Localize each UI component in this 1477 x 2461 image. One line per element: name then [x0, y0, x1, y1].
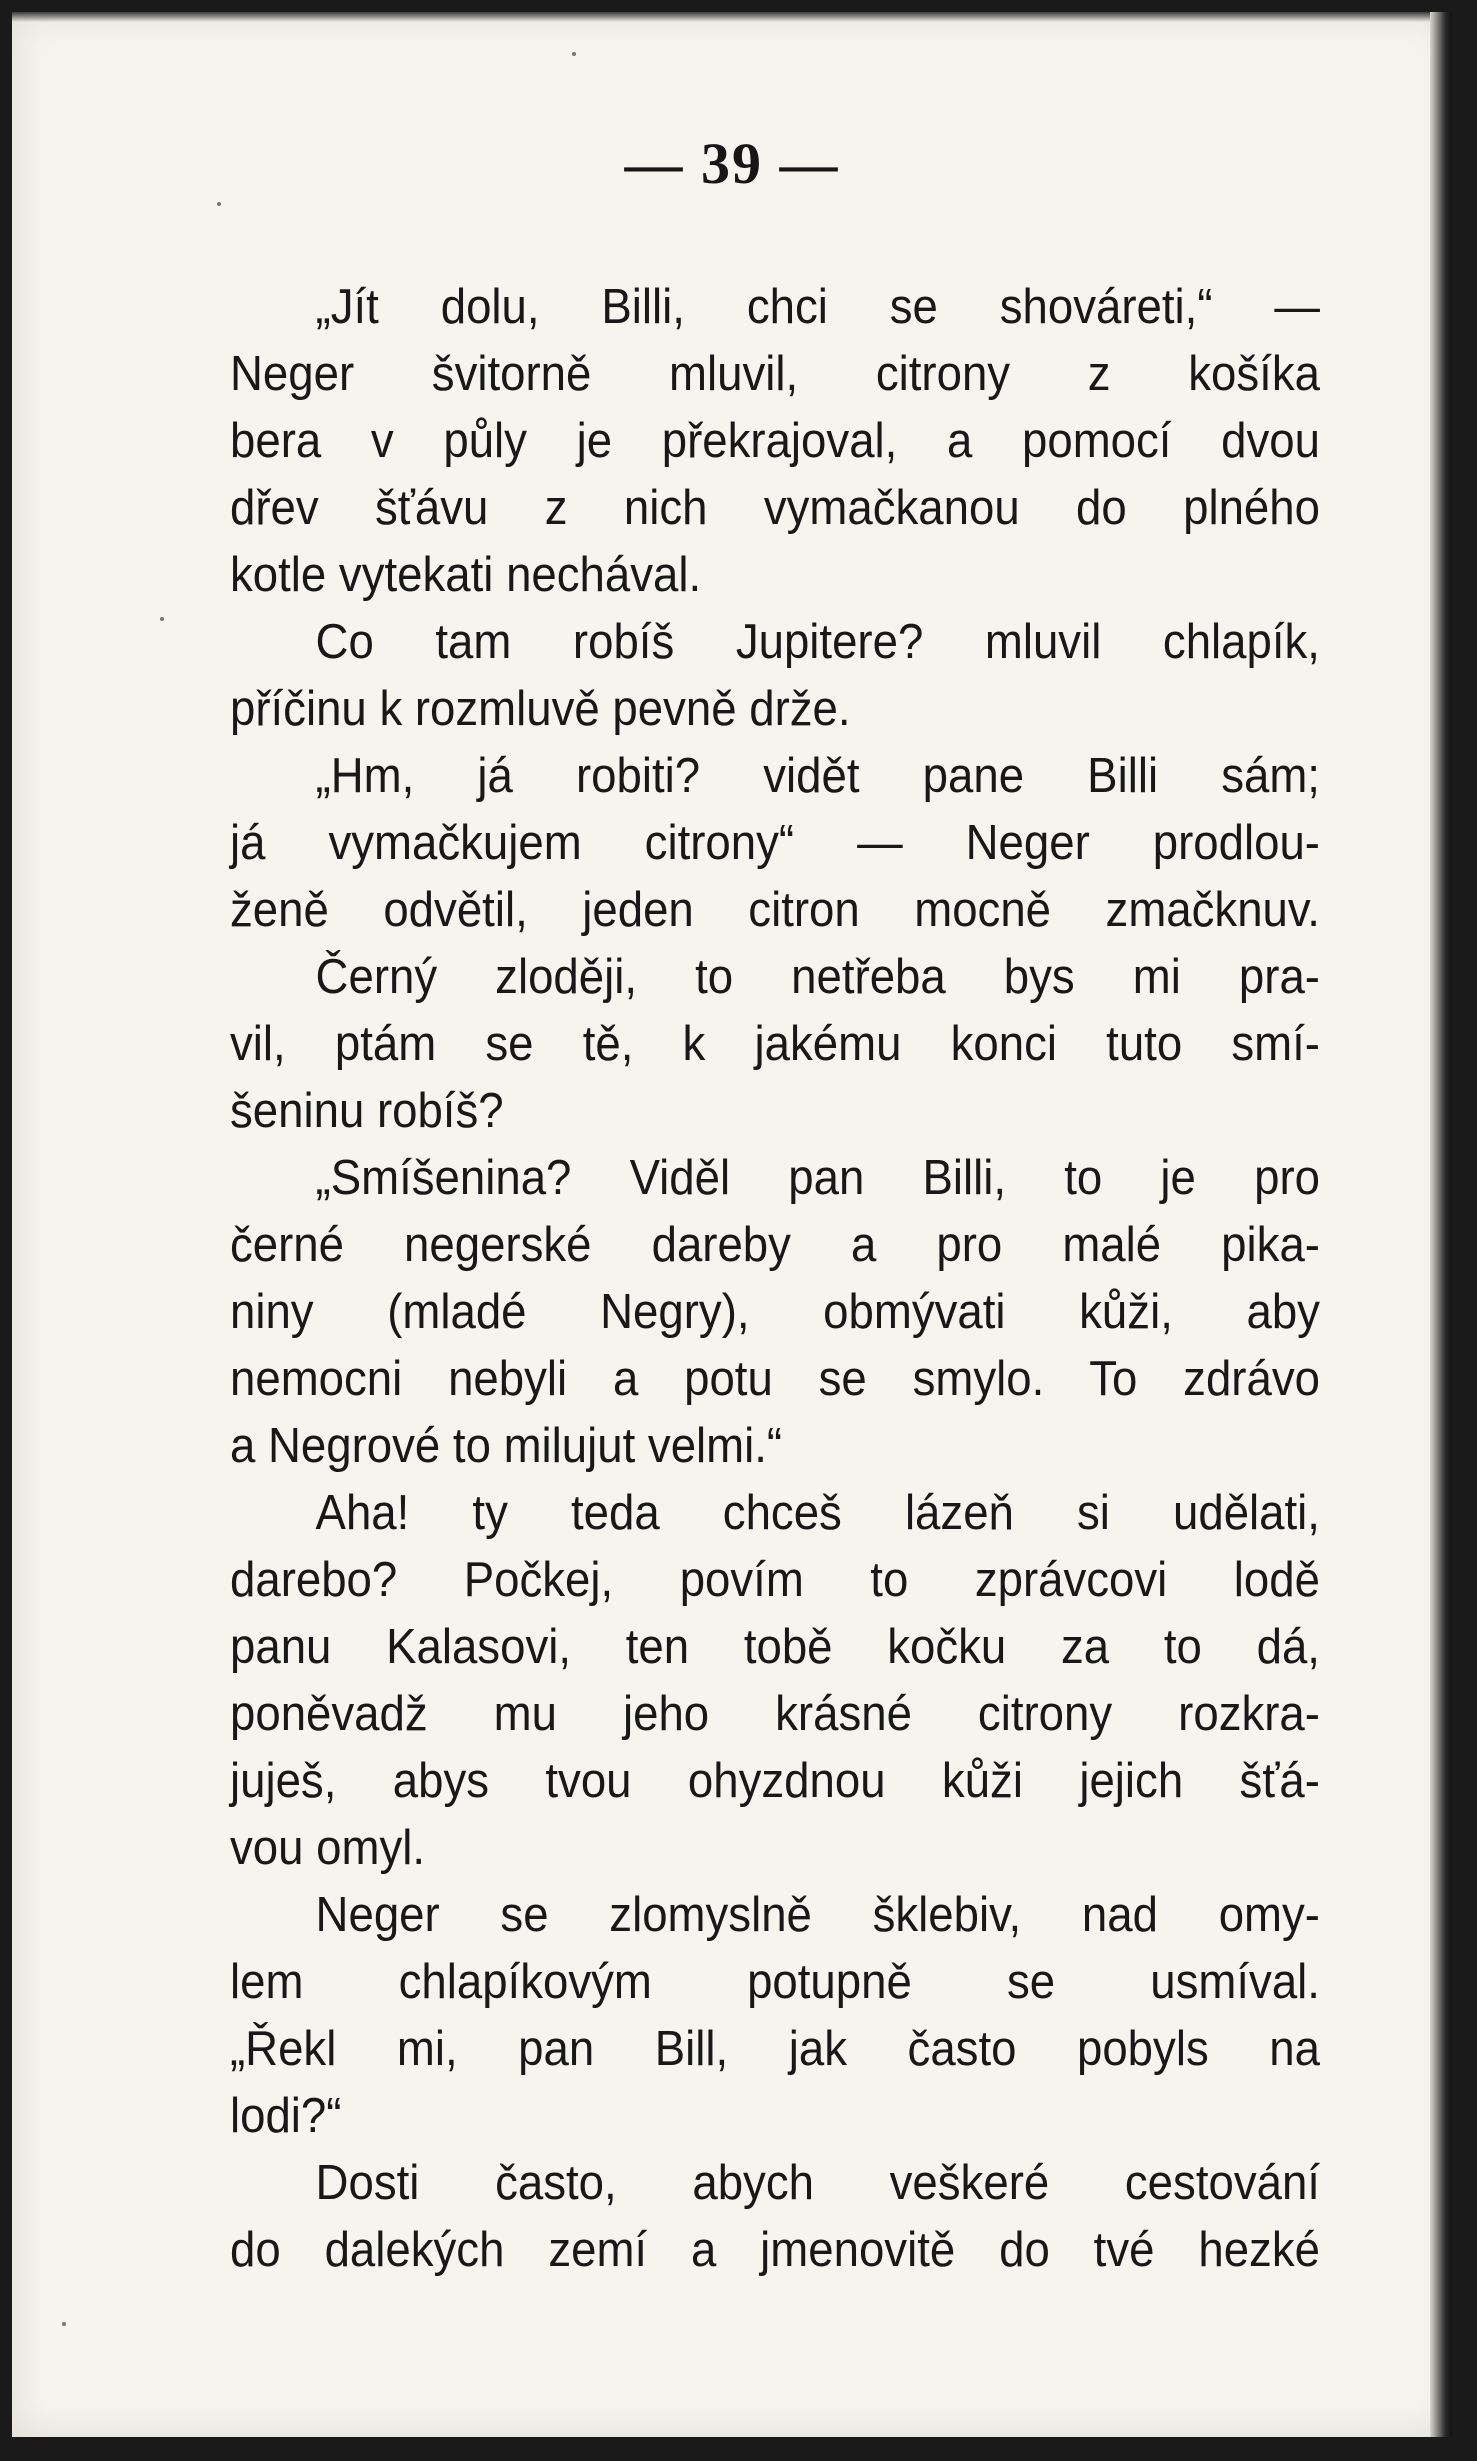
text-line: „Řekl mi, pan Bill, jak často pobyls na [230, 2022, 1320, 2076]
text-line: Černý zloději, to netřeba bys mi pra- [315, 950, 1320, 1004]
text-line: dřev šťávu z nich vymačkanou do plného [230, 481, 1320, 535]
text-line: Co tam robíš Jupitere? mluvil chlapík, [315, 615, 1320, 669]
body-text [230, 274, 1320, 2284]
book-page [12, 12, 1452, 2437]
paper-speck [62, 2322, 66, 2326]
text-line: vil, ptám se tě, k jakému konci tuto smí- [230, 1017, 1320, 1071]
text-line: já vymačkujem citrony“ — Neger prodlou- [230, 816, 1320, 870]
text-line: a Negrové to milujut velmi.“ [230, 1419, 783, 1473]
text-line: kotle vytekati nechával. [230, 548, 702, 602]
text-line: panu Kalasovi, ten tobě kočku za to dá, [230, 1620, 1320, 1674]
text-line: vou omyl. [230, 1821, 426, 1875]
paper-speck [217, 202, 221, 206]
paper-speck [160, 617, 164, 621]
text-line: lodi?“ [230, 2089, 342, 2143]
text-line: juješ, abys tvou ohyzdnou kůži jejich šťá- [230, 1754, 1320, 1808]
text-line: šeninu robíš? [230, 1084, 504, 1138]
text-line: černé negerské dareby a pro malé pika- [230, 1218, 1320, 1272]
text-line: niny (mladé Negry), obmývati kůži, aby [230, 1285, 1320, 1339]
text-line: do dalekých zemí a jmenovitě do tvé hezké [230, 2223, 1320, 2277]
text-line: Neger švitorně mluvil, citrony z košíka [230, 347, 1320, 401]
text-line: „Hm, já robiti? vidět pane Billi sám; [315, 749, 1320, 803]
text-line: Dosti často, abych veškeré cestování [315, 2156, 1320, 2210]
paper-speck [572, 52, 576, 56]
text-line: darebo? Počkej, povím to zprávcovi lodě [230, 1553, 1320, 1607]
text-line: „Smíšenina? Viděl pan Billi, to je pro [315, 1151, 1320, 1205]
page-binding-edge [1430, 12, 1452, 2437]
text-line: ženě odvětil, jeden citron mocně zmačknuv. [230, 883, 1320, 937]
text-line: bera v půly je překrajoval, a pomocí dvou [230, 414, 1320, 468]
page-top-shadow [12, 12, 1452, 22]
text-line: nemocni nebyli a potu se smylo. To zdrávo [230, 1352, 1320, 1406]
text-line: poněvadž mu jeho krásné citrony rozkra- [230, 1687, 1320, 1741]
text-line: „Jít dolu, Billi, chci se shováreti,“ — [315, 280, 1320, 334]
page-number: — 39 — [624, 131, 840, 196]
text-line: lem chlapíkovým potupně se usmíval. [230, 1955, 1320, 2009]
text-line: příčinu k rozmluvě pevně drže. [230, 682, 851, 736]
text-line: Neger se zlomyslně šklebiv, nad omy- [315, 1888, 1320, 1942]
text-line: Aha! ty teda chceš lázeň si udělati, [315, 1486, 1320, 1540]
